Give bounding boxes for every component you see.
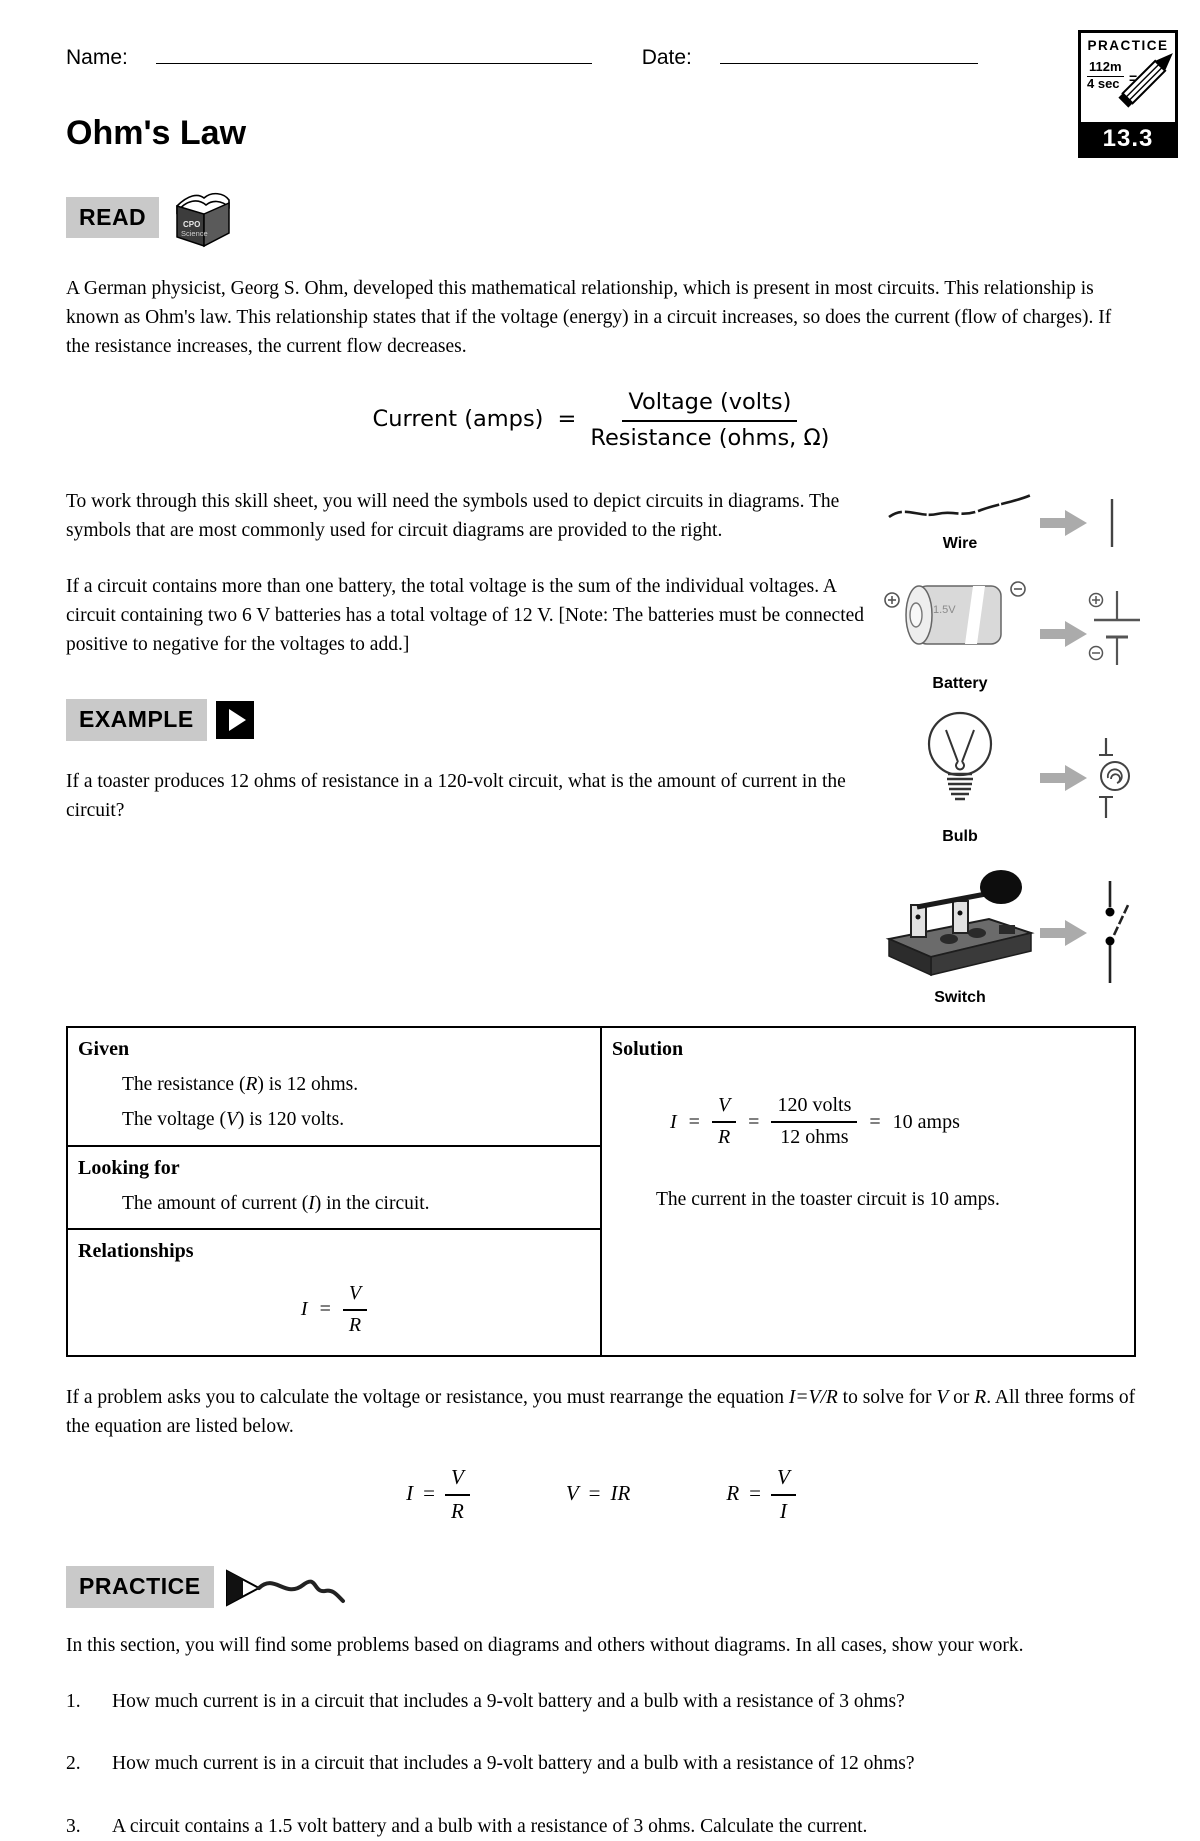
equation-forms — [66, 1463, 1136, 1525]
circuit-symbol-chart — [881, 489, 1136, 1010]
problem-text: How much current is in a circuit that includes a 9-volt battery and a bulb with a resistance of 3 ohms? — [112, 1691, 905, 1713]
corner-badge-title: PRACTICE — [1087, 38, 1169, 53]
ohms-law-equation — [66, 387, 1136, 453]
bulb-label: Bulb — [942, 827, 978, 845]
battery-label: Battery — [932, 674, 988, 692]
switch-label: Switch — [934, 989, 986, 1006]
example-question: If a toaster produces 12 ohms of resistance in a 120-volt circuit, what is the amount of current in the circuit? — [66, 770, 846, 821]
example-badge: EXAMPLE — [66, 699, 207, 741]
given-heading: Given — [78, 1038, 130, 1060]
solution-heading: Solution — [612, 1038, 684, 1060]
equation-fraction — [590, 387, 829, 453]
rearrange-paragraph: If a problem asks you to calculate the voltage or resistance, you must rearrange the equation I=V/R to solve for V or R. All three forms of the equation are listed below. — [66, 1386, 1136, 1437]
equation-lhs: Current (amps) — [372, 406, 544, 433]
solution-cell — [601, 1027, 1135, 1356]
switch-row — [881, 857, 1136, 1010]
problem-number: 1. — [66, 1691, 81, 1713]
read-section-header — [66, 189, 1136, 247]
practice-intro: In this section, you will find some problems based on diagrams and others without diagrams. In all cases, show your work. — [66, 1634, 1024, 1656]
pencil-icon — [1112, 50, 1174, 116]
looking-for-heading: Looking for — [78, 1156, 180, 1179]
read-badge: READ — [66, 197, 159, 239]
equation-denominator: Resistance (ohms, Ω) — [590, 424, 830, 451]
arrow-icon — [1040, 507, 1088, 539]
fraction-numerator: 112m — [1087, 60, 1124, 77]
book-icon — [168, 189, 234, 247]
svg-text:CPO: CPO — [183, 219, 201, 229]
arrow-icon — [1040, 762, 1088, 794]
solution-equation: I = $\frac{V}{R}$ = $\frac{\text{120 volts}}{\text{12 ohms}}$ = 10 amps — [670, 1094, 960, 1148]
relationships-cell — [67, 1229, 601, 1356]
relationship-equation: I = $\frac{V}{R}$ — [78, 1280, 590, 1339]
date-label: Date: — [641, 46, 692, 69]
symbols-paragraph: To work through this skill sheet, you will need the symbols used to depict circuits in diagrams. The symbols that are most commonly used for circuit diagrams are provided to the right. — [66, 491, 840, 542]
bulb-drawing-icon — [915, 708, 1005, 818]
svg-text:1.5V: 1.5V — [933, 604, 956, 617]
wire-row — [881, 489, 1136, 556]
problem-list — [66, 1687, 1136, 1841]
section-number-badge: 13.3 — [1081, 122, 1175, 155]
battery-row — [881, 572, 1136, 695]
svg-text:Science: Science — [181, 228, 208, 238]
intro-paragraph: A German physicist, Georg S. Ohm, developed this mathematical relationship, which is present in most circuits. This relationship is known as Ohm's law. This relationship states that if the voltage (energy) in a circuit increases, so does the current (flow of charges). If the resistance increases, the current flow decreases. — [66, 277, 1112, 357]
wire-symbol-icon — [1107, 497, 1117, 549]
problem-item-1 — [66, 1687, 1136, 1716]
given-line-1: The resistance (R) is 12 ohms. — [122, 1074, 359, 1095]
current-form-equation: I = $\frac{V}{R}$ — [406, 1463, 470, 1525]
battery-symbol-icon — [1084, 587, 1140, 681]
practice-section-header — [66, 1565, 1136, 1609]
problem-number: 3. — [66, 1815, 81, 1837]
voltage-form-equation: V = IR — [565, 1481, 631, 1506]
looking-for-cell — [67, 1146, 601, 1229]
switch-symbol-icon — [1090, 879, 1134, 987]
wire-drawing-icon — [885, 489, 1035, 525]
switch-drawing-icon — [881, 857, 1039, 979]
date-blank-line — [720, 34, 978, 64]
resistance-form-equation: R = $\frac{V}{I}$ — [726, 1463, 796, 1525]
header — [66, 34, 1136, 74]
wire-label: Wire — [942, 535, 978, 553]
relationships-heading: Relationships — [78, 1239, 194, 1262]
given-line-2: The voltage (V) is 120 volts. — [122, 1109, 345, 1131]
symbols-section — [66, 487, 1136, 1010]
problem-item-2 — [66, 1749, 1136, 1778]
battery-drawing-icon — [881, 572, 1039, 664]
page-title: Ohm's Law — [66, 113, 247, 152]
arrow-icon — [1040, 917, 1088, 949]
example-table — [66, 1026, 1136, 1357]
example-section-header — [66, 699, 867, 741]
battery-paragraph: If a circuit contains more than one battery, the total voltage is the sum of the individual voltages. A circuit containing two 6 V batteries has a total voltage of 12 V. [Note: The batteries must be connected positive to negative for the voltages to add.] — [66, 575, 865, 655]
equation-equals: = — [557, 406, 577, 433]
fraction-equals: = — [1129, 70, 1138, 87]
bulb-row — [881, 708, 1136, 849]
problem-item-3 — [66, 1812, 1136, 1841]
play-icon — [216, 701, 254, 739]
solution-sentence: The current in the toaster circuit is 10 amps. — [656, 1189, 1000, 1210]
problem-text: A circuit contains a 1.5 volt battery and a bulb with a resistance of 3 ohms. Calculate the current. — [112, 1815, 868, 1837]
equation-numerator: Voltage (volts) — [622, 387, 797, 421]
problem-text: How much current is in a circuit that includes a 9-volt battery and a bulb with a resistance of 12 ohms? — [112, 1753, 915, 1775]
bulb-symbol-icon — [1089, 736, 1135, 820]
name-blank-line — [156, 34, 592, 64]
fraction-denominator: 4 sec — [1087, 76, 1120, 92]
name-label: Name: — [66, 46, 128, 69]
arrow-icon — [1040, 618, 1088, 650]
problem-number: 2. — [66, 1753, 81, 1775]
given-cell — [67, 1027, 601, 1146]
pencil-arrow-icon — [223, 1565, 363, 1609]
looking-for-line: The amount of current (I) in the circuit. — [122, 1192, 430, 1214]
practice-corner-badge — [1078, 30, 1178, 158]
practice-badge: PRACTICE — [66, 1566, 214, 1608]
